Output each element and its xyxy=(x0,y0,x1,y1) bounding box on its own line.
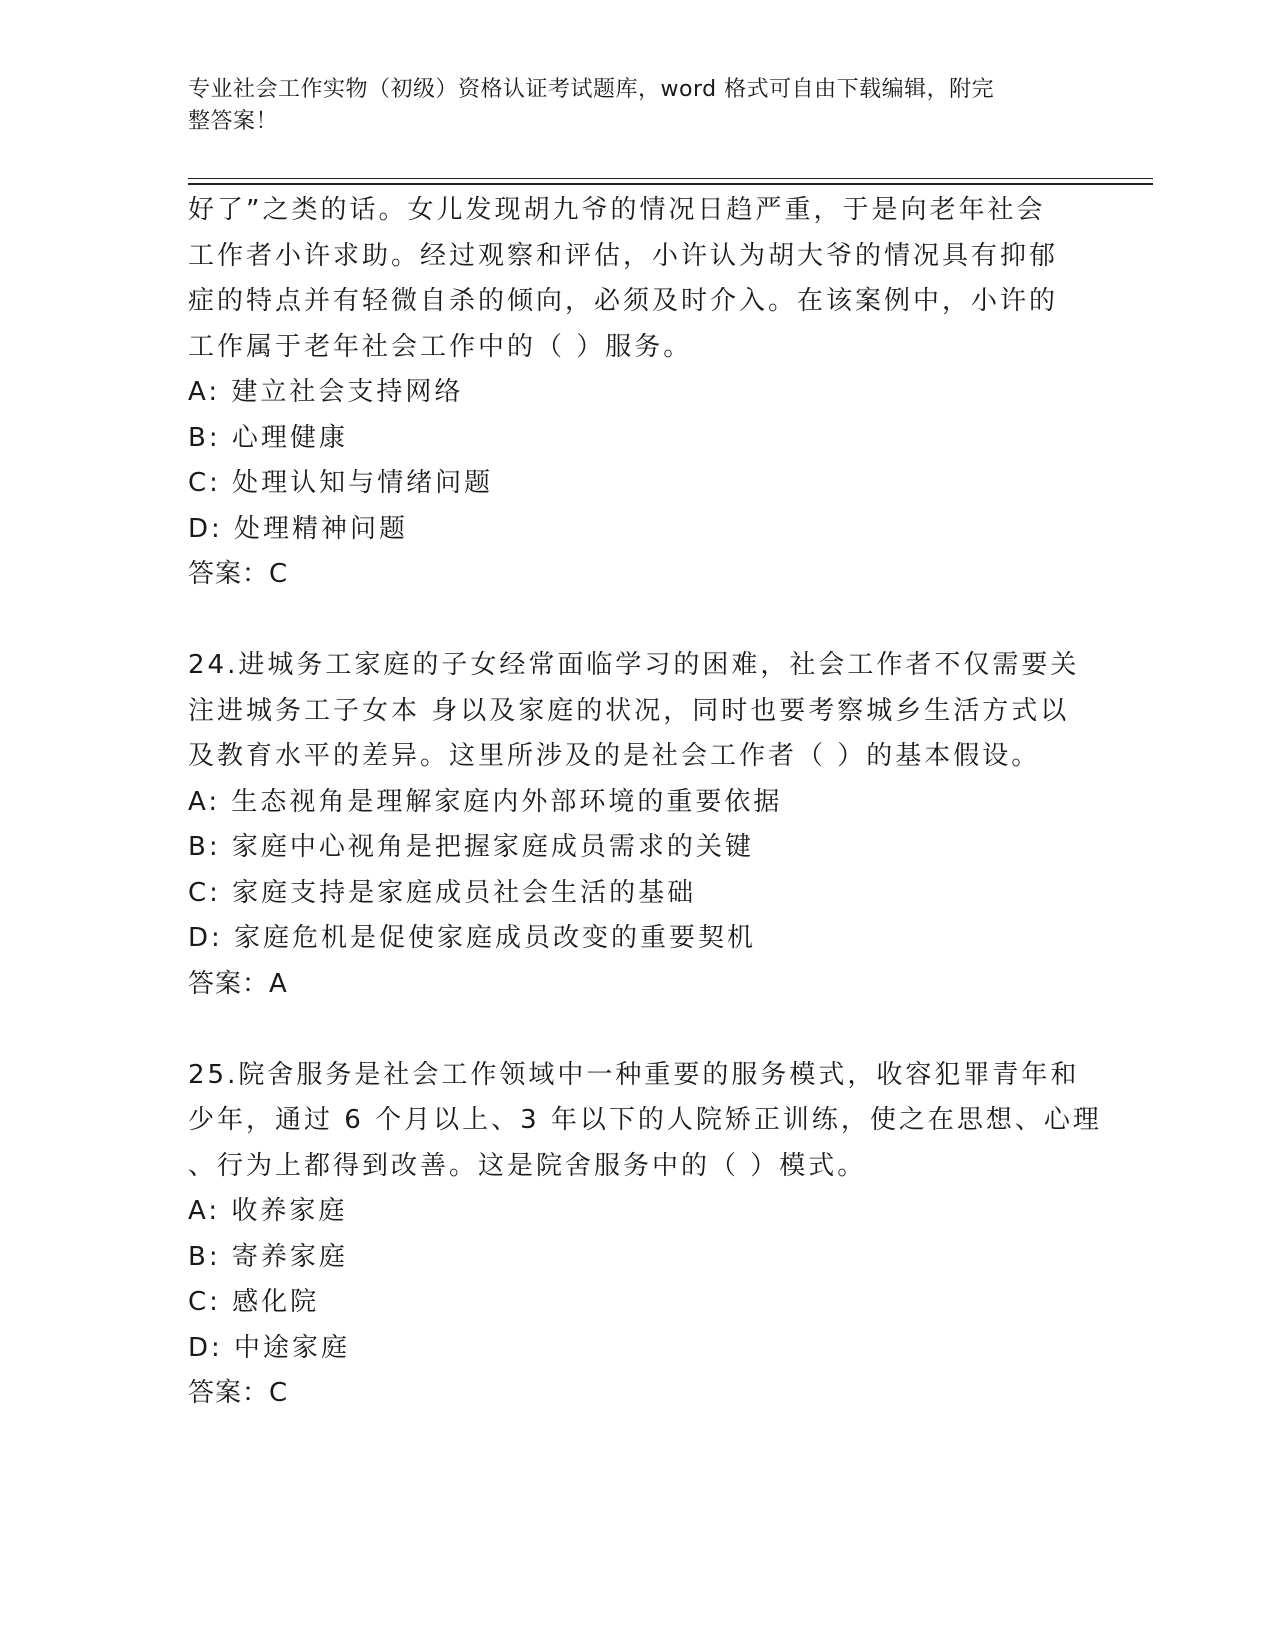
header-line-1: 专业社会工作实物（初级）资格认证考试题库，word 格式可自由下载编辑，附完 xyxy=(188,77,995,102)
question-25 xyxy=(188,1053,1102,1417)
option-b: B: 家庭中心视角是把握家庭成员需求的关键 xyxy=(188,832,754,862)
question-stem-line: 、行为上都得到改善。这是院舍服务中的（ ）模式。 xyxy=(188,1150,867,1181)
option-a: A: 收养家庭 xyxy=(188,1196,348,1226)
option-a: A: 生态视角是理解家庭内外部环境的重要依据 xyxy=(188,786,783,817)
question-stem-line: 24.进城务工家庭的子女经常面临学习的困难，社会工作者不仅需要关 xyxy=(188,650,1080,680)
option-d: D: 家庭危机是促使家庭成员改变的重要契机 xyxy=(188,923,757,953)
question-stem-line: 少年，通过 6 个月以上、3 年以下的人院矫正训练，使之在思想、心理 xyxy=(188,1105,1102,1135)
answer-text: 答案：C xyxy=(188,1378,289,1408)
answer-text: 答案：C xyxy=(188,559,289,589)
option-c: C: 处理认知与情绪问题 xyxy=(188,468,494,498)
option-b: B: 寄养家庭 xyxy=(188,1241,348,1272)
option-b: B: 心理健康 xyxy=(188,422,348,453)
option-a: A: 建立社会支持网络 xyxy=(188,377,464,407)
page-header xyxy=(188,74,1068,138)
question-stem-line: 好了”之类的话。女儿发现胡九爷的情况日趋严重，于是向老年社会 xyxy=(188,195,1046,225)
option-c: C: 家庭支持是家庭成员社会生活的基础 xyxy=(188,877,697,908)
spacer xyxy=(188,598,1088,644)
question-stem-line: 工作者小许求助。经过观察和评估，小许认为胡大爷的情况具有抑郁 xyxy=(188,240,1059,271)
question-stem-line: 25.院舍服务是社会工作领域中一种重要的服务模式，收容犯罪青年和 xyxy=(188,1059,1080,1090)
header-divider-thick xyxy=(188,183,1153,185)
question-stem-line: 及教育水平的差异。这里所涉及的是社会工作者（ ）的基本假设。 xyxy=(188,741,1041,771)
question-stem-line: 症的特点并有轻微自杀的倾向，必须及时介入。在该案例中，小许的 xyxy=(188,286,1059,316)
answer-text: 答案：A xyxy=(188,968,288,999)
question-24 xyxy=(188,643,1088,1007)
header-divider-thin xyxy=(188,178,1153,179)
option-c: C: 感化院 xyxy=(188,1287,320,1317)
question-stem-line: 注进城务工子女本 身以及家庭的状况，同时也要考察城乡生活方式以 xyxy=(188,695,1070,726)
option-d: D: 中途家庭 xyxy=(188,1332,351,1363)
question-content xyxy=(188,188,1102,1417)
header-line-2: 整答案！ xyxy=(188,109,279,134)
question-stem-line: 工作属于老年社会工作中的（ ）服务。 xyxy=(188,331,693,362)
option-d: D: 处理精神问题 xyxy=(188,513,409,544)
question-23 xyxy=(188,188,1088,598)
spacer xyxy=(188,1007,1088,1053)
